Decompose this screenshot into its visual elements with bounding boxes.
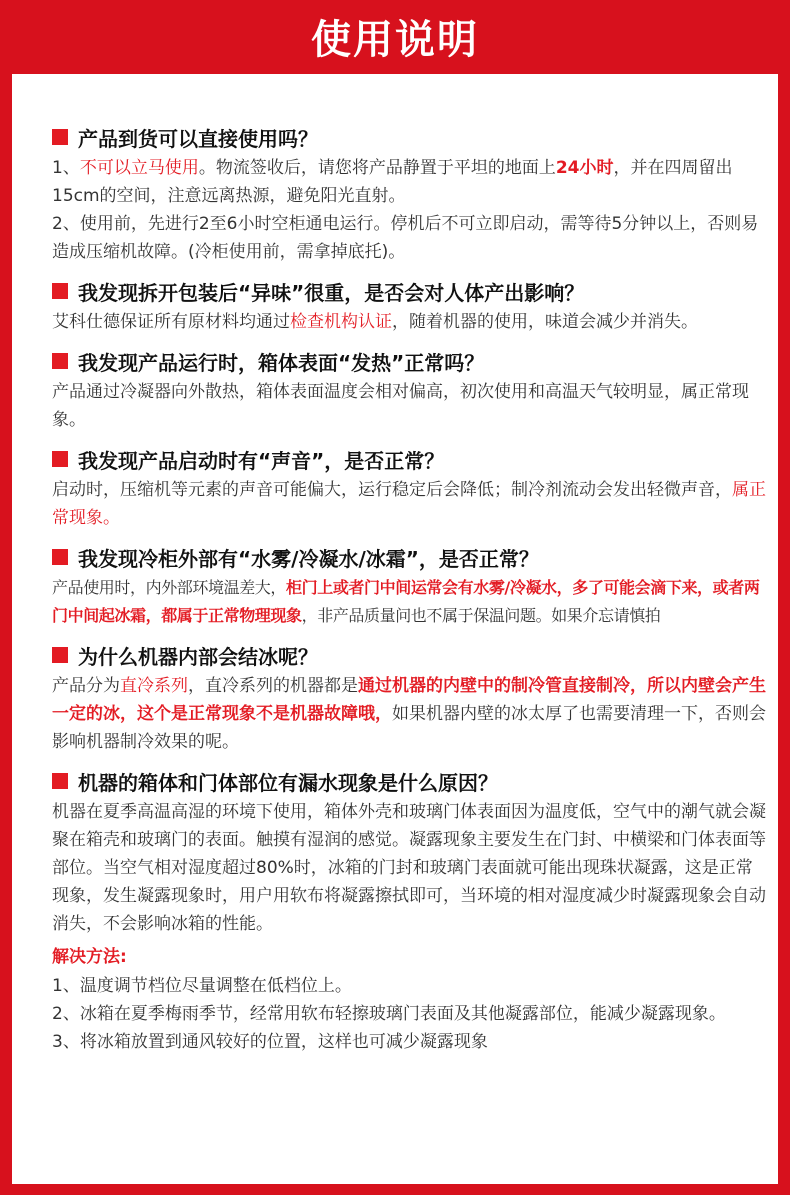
question-text: 产品到货可以直接使用吗？ — [78, 126, 318, 151]
question-text: 我发现拆开包装后“异味”很重，是否会对人体产出影响？ — [78, 280, 585, 305]
faq-section — [52, 640, 768, 756]
faq-section — [52, 276, 768, 336]
solution-item: 1、温度调节档位尽量调整在低档位上。 — [52, 976, 352, 996]
header-banner — [0, 0, 790, 72]
answer-text: 2、使用前，先进行2至6小时空柜通电运行。停机后不可立即启动，需等待5分钟以上，否则易造成压缩机故障。(冷柜使用前，需拿掉底托)。 — [52, 214, 759, 262]
answer-highlight: 24小时 — [555, 158, 614, 178]
question-text: 机器的箱体和门体部位有漏水现象是什么原因？ — [78, 770, 498, 795]
answer-highlight: 不可以立马使用 — [79, 158, 199, 178]
answer-text: 机器在夏季高温高湿的环境下使用，箱体外壳和玻璃门体表面因为温度低，空气中的潮气就会凝聚在箱壳和玻璃门的表面。触摸有湿润的感觉。凝露现象主要发生在门封、中横梁和门体表面等部位。当空气相对湿度超过80%时，冰箱的门封和玻璃门表面就可能出现珠状凝露，这是正常现象，发生凝露现象时，用户用软布将凝露擦拭即可，当环境的相对湿度减少时凝露现象会自动消失，不会影响冰箱的性能。 — [52, 802, 766, 934]
answer-text: 1、 — [52, 158, 80, 178]
faq-section — [52, 542, 768, 630]
answer-text: 产品通过冷凝器向外散热，箱体表面温度会相对偏高，初次使用和高温天气较明显，属正常现象。 — [52, 382, 749, 430]
answer-text: 如果机器内壁的冰太厚了也需要清理一下，否则会影响机器制冷效果的呢。 — [52, 704, 766, 752]
faq-question — [52, 444, 768, 474]
faq-section — [52, 346, 768, 434]
red-square-bullet-icon — [52, 647, 68, 663]
red-square-bullet-icon — [52, 129, 68, 145]
answer-text: 产品使用时，内外部环境温差大， — [52, 578, 287, 597]
answer-text: 。物流签收后，请您将产品静置于平坦的地面上 — [198, 158, 556, 178]
red-square-bullet-icon — [52, 549, 68, 565]
faq-answer — [52, 308, 768, 336]
answer-text: 艾科仕德保证所有原材料均通过 — [52, 312, 290, 332]
answer-text: ，并在四周留出15cm的空间，注意远离热源，避免阳光直射。 — [52, 158, 733, 206]
question-text: 为什么机器内部会结冰呢？ — [78, 644, 318, 669]
faq-answer — [52, 476, 768, 532]
question-text: 我发现产品运行时，箱体表面“发热”正常吗？ — [78, 350, 485, 375]
answer-highlight: 检查机构认证 — [290, 312, 392, 332]
answer-highlight: 属正常现象。 — [52, 480, 766, 528]
faq-question — [52, 276, 768, 306]
answer-text: ，随着机器的使用，味道会减少并消失。 — [392, 312, 698, 332]
faq-question — [52, 346, 768, 376]
answer-highlight: 通过机器的内壁中的制冷管直接制冷，所以内壁会产生一定的冰，这个是正常现象不是机器故障哦， — [52, 676, 766, 724]
answer-text: 产品分为 — [52, 676, 120, 696]
faq-question — [52, 542, 768, 572]
faq-section — [52, 444, 768, 532]
solution-item: 3、将冰箱放置到通风较好的位置，这样也可减少凝露现象 — [52, 1032, 488, 1052]
faq-answer — [52, 378, 768, 434]
faq-section — [52, 766, 768, 1056]
solution-list — [52, 972, 768, 1056]
page-title: 使用说明 — [311, 16, 479, 63]
answer-highlight: 柜门上或者门中间运常会有水雾/冷凝水，多了可能会滴下来，或者两门中间起冰霜，都属于正常物理现象 — [52, 578, 760, 625]
faq-answer — [52, 574, 768, 630]
red-square-bullet-icon — [52, 353, 68, 369]
faq-answer — [52, 672, 768, 756]
question-text: 我发现冷柜外部有“水雾/冷凝水/冰霜”，是否正常？ — [78, 546, 539, 571]
faq-question — [52, 122, 768, 152]
answer-text: 启动时，压缩机等元素的声音可能偏大，运行稳定后会降低；制冷剂流动会发出轻微声音， — [52, 480, 732, 500]
faq-answer — [52, 154, 768, 266]
faq-answer — [52, 798, 768, 938]
question-text: 我发现产品启动时有“声音”，是否正常？ — [78, 448, 445, 473]
faq-question — [52, 640, 768, 670]
solution-item: 2、冰箱在夏季梅雨季节，经常用软布轻擦玻璃门表面及其他凝露部位，能减少凝露现象。 — [52, 1004, 726, 1024]
red-square-bullet-icon — [52, 283, 68, 299]
faq-section — [52, 122, 768, 266]
answer-highlight: 直冷系列 — [120, 676, 188, 696]
solution-heading: 解决方法: — [52, 947, 127, 967]
answer-text: ，非产品质量问也不属于保温问题。如果介忘请慎拍 — [301, 606, 661, 625]
content-panel — [12, 74, 778, 1184]
answer-text: ，直冷系列的机器都是 — [188, 676, 358, 696]
faq-question — [52, 766, 768, 796]
answer-line — [52, 210, 768, 266]
answer-line — [52, 154, 768, 210]
red-square-bullet-icon — [52, 451, 68, 467]
red-square-bullet-icon — [52, 773, 68, 789]
